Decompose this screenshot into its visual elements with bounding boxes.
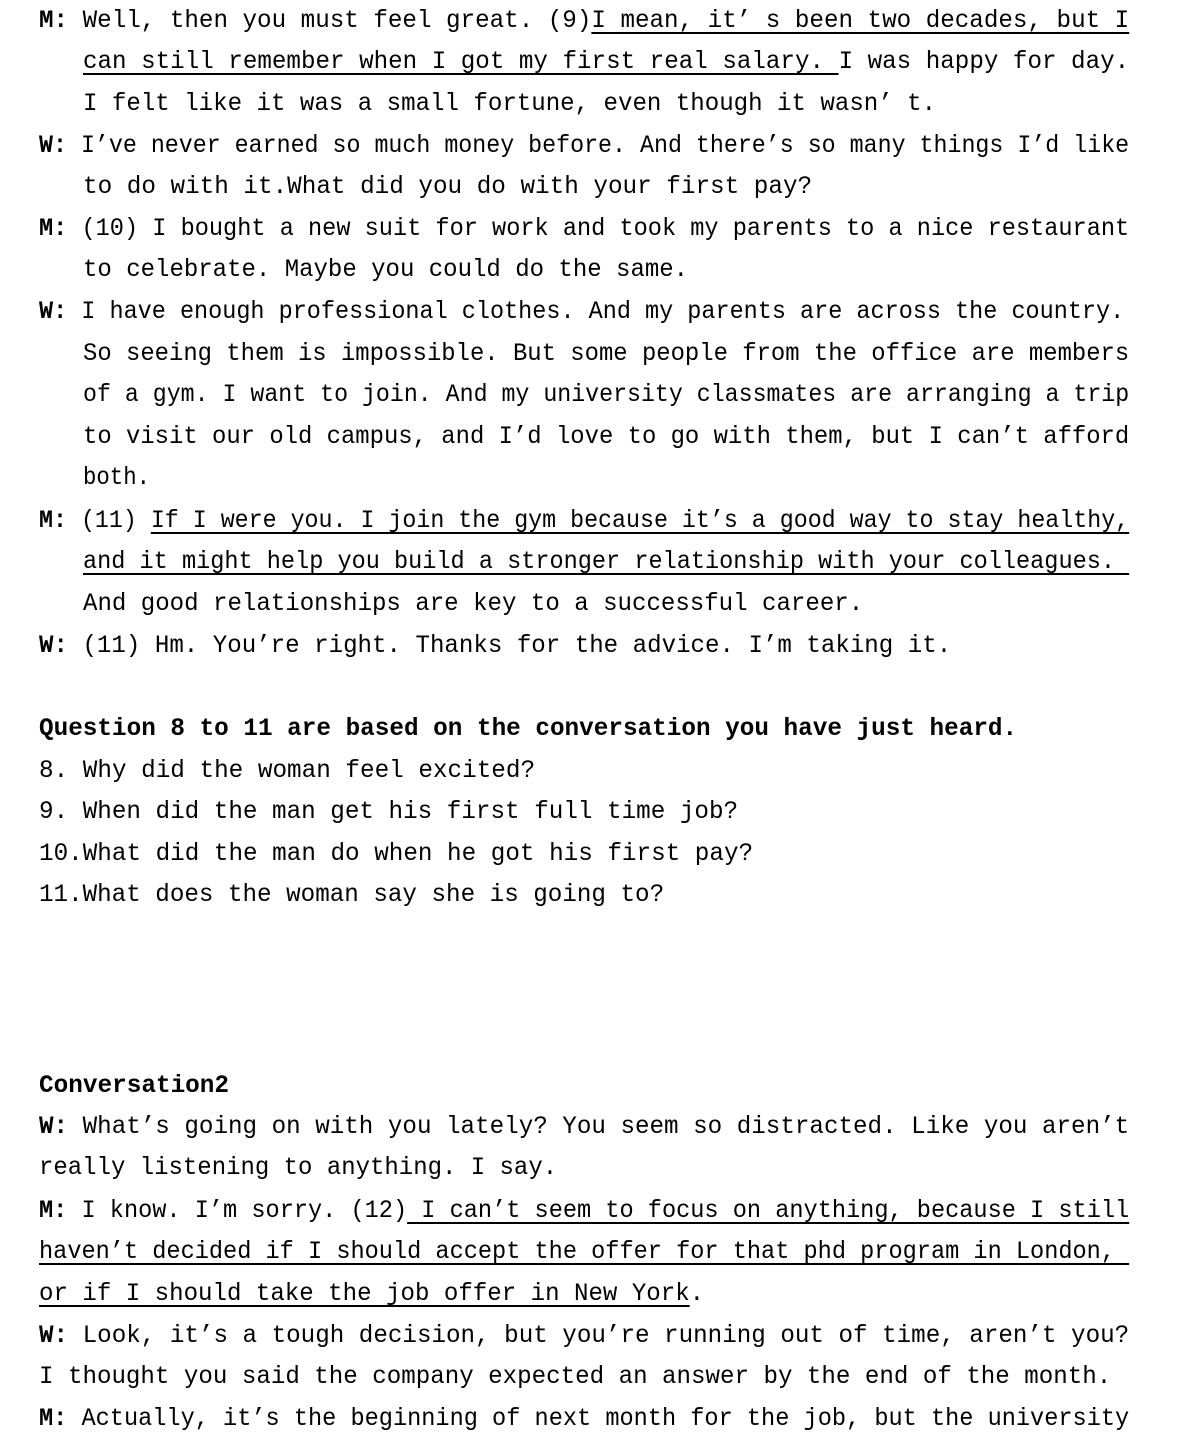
text-segment: I have enough professional clothes. And my parents are across the country. — [67, 297, 1125, 326]
text-segment: to celebrate. Maybe you could do the same. — [83, 255, 689, 284]
text-segment: 10.What did the man do when he got his first pay? — [39, 839, 754, 868]
text-line — [83, 91, 936, 116]
text-segment: 9. When did the man get his first full time job? — [39, 797, 739, 826]
text-segment: I was happy for day. — [838, 47, 1130, 76]
text-line — [83, 549, 1129, 574]
text-segment: 11.What does the woman say she is going to? — [39, 880, 665, 909]
underlined-text: or if I should take the job offer in New York — [39, 1279, 690, 1308]
text-line — [39, 299, 1124, 324]
text-line — [83, 49, 1129, 74]
text-line — [39, 633, 951, 658]
speaker-label: M: — [39, 214, 68, 243]
text-line — [39, 1281, 704, 1306]
text-segment: Actually, it’s the beginning of next month for the job, but the university — [67, 1404, 1130, 1433]
text-line — [83, 591, 863, 616]
text-line — [39, 1114, 1129, 1139]
text-line — [83, 424, 1129, 449]
text-segment: I’ve never earned so much money before. And there’s so many things I’d like — [66, 131, 1130, 160]
text-line — [39, 1155, 557, 1180]
text-segment: to do with it.What did you do with your first pay? — [83, 172, 813, 201]
text-line — [39, 841, 753, 866]
text-segment: 8. Why did the woman feel excited? — [39, 756, 536, 785]
text-segment: both. — [83, 463, 151, 492]
text-line — [39, 216, 1129, 241]
text-line — [83, 257, 688, 282]
text-segment: . — [689, 1279, 705, 1308]
text-line — [83, 341, 1129, 366]
text-line — [39, 8, 1129, 33]
text-line — [83, 174, 812, 199]
text-segment: (11) Hm. You’re right. Thanks for the advice. I’m taking it. — [67, 631, 952, 660]
speaker-label: W: — [39, 297, 68, 326]
speaker-label: W: — [39, 631, 68, 660]
underlined-text: can still remember when I got my first real salary. — [83, 47, 839, 76]
text-segment: Question 8 to 11 are based on the conversation you have just heard. — [39, 714, 1018, 743]
underlined-text: I can’t seem to focus on anything, because I still — [407, 1196, 1130, 1225]
text-line — [39, 799, 738, 824]
text-segment: Well, then you must feel great. (9) — [68, 6, 592, 35]
text-line — [39, 1198, 1129, 1223]
speaker-label: W: — [39, 131, 67, 160]
text-segment: Look, it’s a tough decision, but you’re running out of time, aren’t you? — [68, 1321, 1130, 1350]
text-line — [39, 1406, 1129, 1431]
text-line — [39, 758, 535, 783]
underlined-text: I mean, it’ s been two decades, but I — [591, 6, 1130, 35]
text-line — [39, 1364, 1111, 1389]
text-segment: Conversation2 — [39, 1071, 230, 1100]
text-line — [39, 716, 1017, 741]
text-segment: And good relationships are key to a successful career. — [83, 589, 864, 618]
text-line — [39, 1073, 229, 1098]
text-line — [83, 465, 150, 490]
speaker-label: M: — [39, 506, 67, 535]
text-segment: I know. I’m sorry. (12) — [67, 1196, 408, 1225]
speaker-label: W: — [39, 1321, 69, 1350]
underlined-text: If I were you. I join the gym because it’s a good way to stay healthy, — [150, 506, 1130, 535]
text-line — [39, 1239, 1129, 1264]
text-line — [83, 382, 1129, 407]
text-line — [39, 133, 1129, 158]
text-segment: I felt like it was a small fortune, even though it wasn’ t. — [83, 89, 937, 118]
speaker-label: M: — [39, 1404, 68, 1433]
text-line — [39, 508, 1129, 533]
text-segment: to visit our old campus, and I’d love to go with them, but I can’t afford — [83, 422, 1130, 451]
text-segment: of a gym. I want to join. And my university classmates are arranging a trip — [83, 380, 1130, 409]
text-line — [39, 882, 664, 907]
speaker-label: M: — [39, 1196, 68, 1225]
text-segment: What’s going on with you lately? You seem so distracted. Like you aren’t — [68, 1112, 1130, 1141]
text-segment: So seeing them is impossible. But some people from the office are members — [83, 339, 1130, 368]
text-segment: really listening to anything. I say. — [39, 1153, 558, 1182]
text-line — [39, 1323, 1129, 1348]
speaker-label: M: — [39, 6, 69, 35]
underlined-text: haven’t decided if I should accept the offer for that phd program in London, — [39, 1237, 1130, 1266]
text-segment: (11) — [66, 506, 151, 535]
underlined-text: and it might help you build a stronger relationship with your colleagues. — [83, 547, 1130, 576]
text-segment: I thought you said the company expected an answer by the end of the month. — [39, 1362, 1112, 1391]
speaker-label: W: — [39, 1112, 69, 1141]
text-segment: (10) I bought a new suit for work and took my parents to a nice restaurant — [67, 214, 1130, 243]
